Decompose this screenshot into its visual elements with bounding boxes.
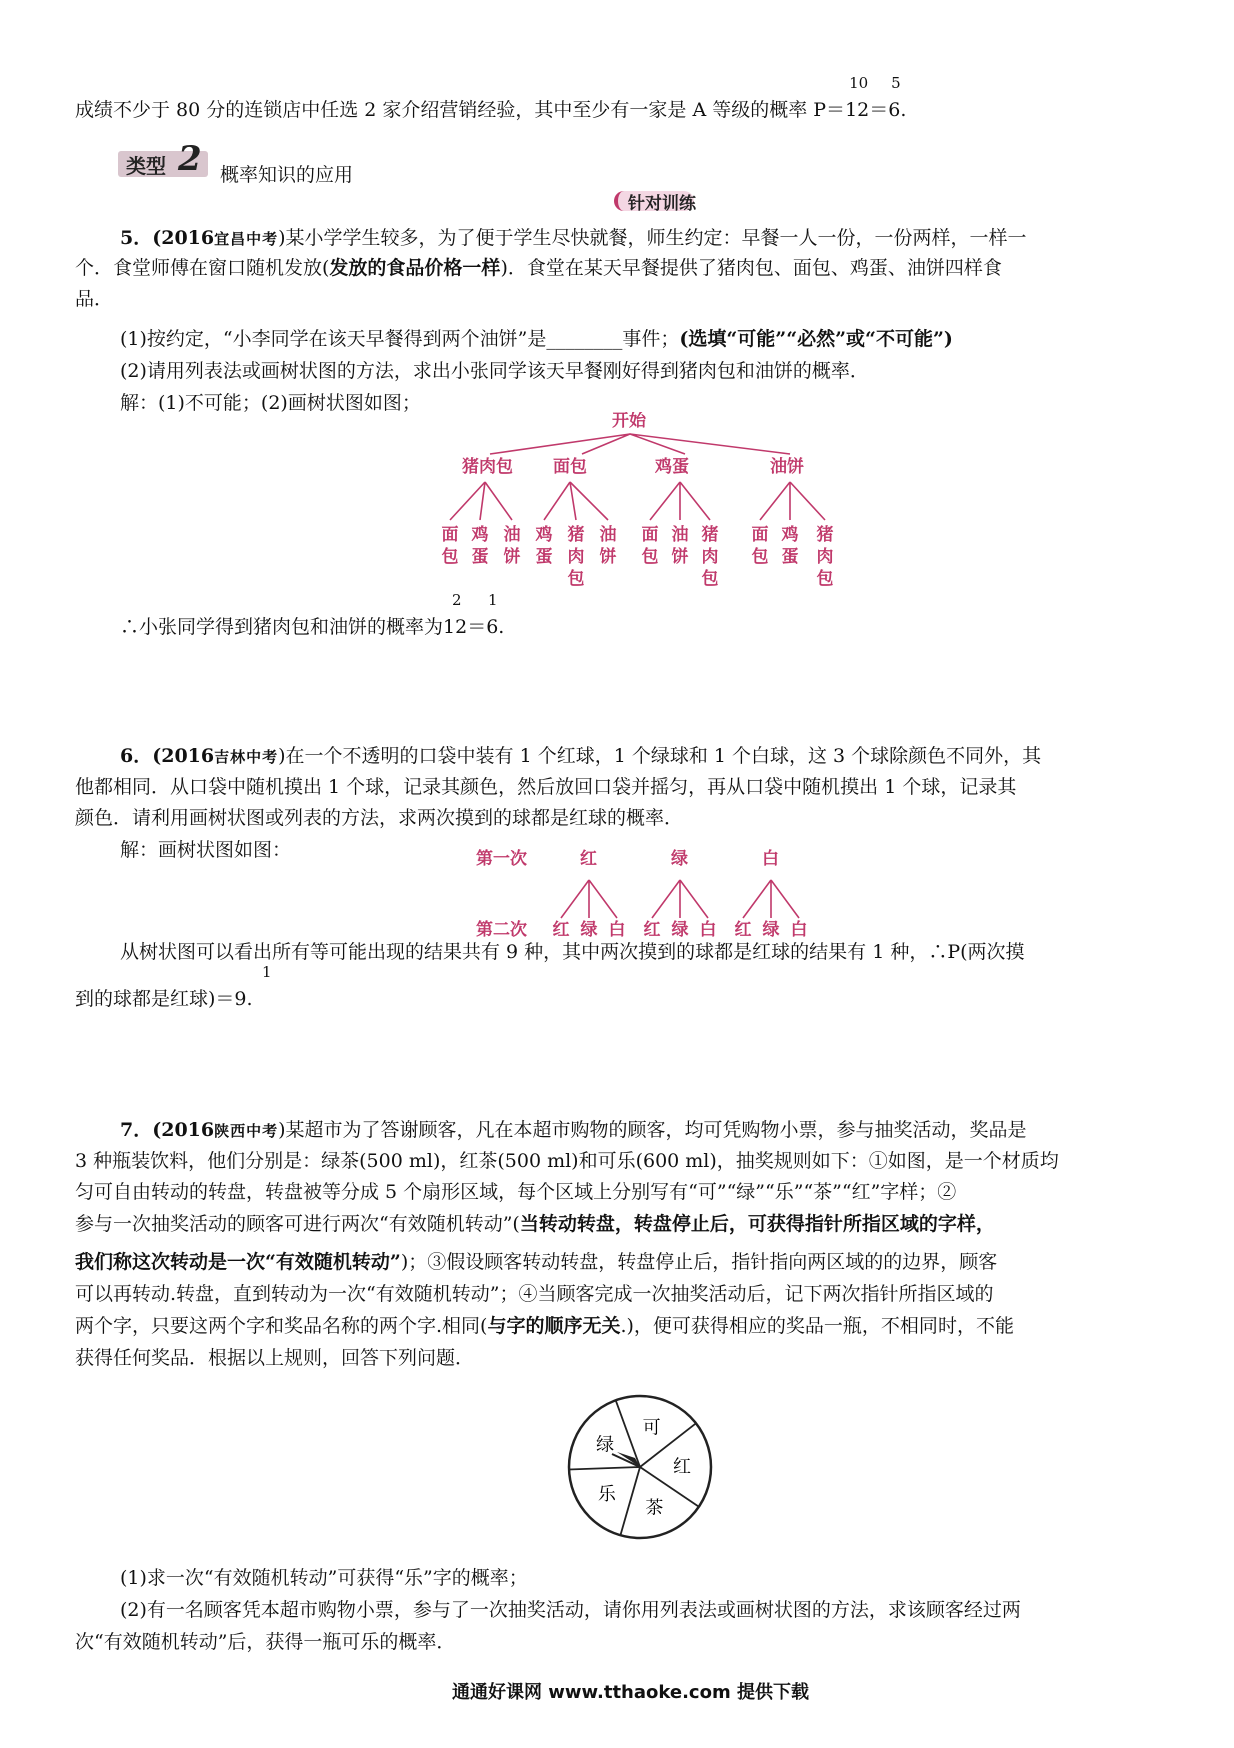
wheel-sector-label: 乐 [597, 1483, 616, 1505]
tree-node: 鸡蛋 [655, 457, 689, 477]
intro-line: 成绩不少于 80 分的连锁店中任选 2 家介绍营销经验，其中至少有一家是 A 等级的概率 P＝ 10 5 12＝6. [75, 96, 906, 124]
q5-part-2: (2)请用列表法或画树状图的方法，求出小张同学该天早餐刚好得到猪肉包和油饼的概率． [120, 360, 869, 382]
tree-label: 第二次 [476, 920, 527, 940]
sector-divider [620, 1467, 640, 1535]
tree-leaf: 红 [734, 920, 752, 940]
training-label: 针对训练 [628, 194, 696, 214]
tree-leaf: 红 [552, 920, 570, 940]
tree-leaf: 鸡蛋 [535, 525, 553, 567]
q6-conclusion-1: 从树状图可以看出所有等可能出现的结果共有 9 种，其中两次摸到的球都是红球的结果有 1 种，∴P(两次摸 [120, 941, 1025, 963]
tree-leaf: 绿 [580, 920, 598, 940]
q6-tree-diagram [468, 842, 828, 942]
fraction: 到的球都是红球)＝9. 1 [75, 963, 272, 1010]
q7-part-2a: (2)有一名顾客凭本超市购物小票，参与了一次抽奖活动，请你用列表法或画树状图的方法，求该顾客经过两 [120, 1599, 1021, 1621]
sector-divider [569, 1467, 640, 1469]
wheel-sector-label: 可 [642, 1417, 661, 1439]
q5-line-1: 5．(2016宜昌中考)某小学学生较多，为了便于学生尽快就餐，师生约定：早餐一人一份，一份两样，一样一 [120, 227, 1027, 249]
tree-leaf: 面包 [641, 525, 659, 567]
tree-node: 白 [762, 849, 779, 869]
q6-line-2: 他都相同．从口袋中随机摸出 1 个球，记录其颜色，然后放回口袋并摇匀，再从口袋中随机摸出 1 个球，记录其 [75, 776, 1017, 798]
q7-line-3: 匀可自由转动的转盘，转盘被等分成 5 个扇形区域，每个区域上分别写有“可”“绿”“乐”“茶”“红”字样；② [75, 1181, 957, 1203]
q7-line-4: 参与一次抽奖活动的顾客可进行两次“有效随机转动”(当转动转盘，转盘停止后，可获得指针所指区域的字样， [75, 1213, 995, 1235]
tree-branches [490, 434, 790, 454]
q5-tree-diagram [440, 412, 840, 592]
q7-line-7: 两个字，只要这两个字和奖品名称的两个字.相同(与字的顺序无关.)，便可获得相应的奖品一瓶，不相同时，不能 [75, 1315, 1014, 1337]
tree-leaf: 鸡蛋 [471, 525, 489, 567]
tree-leaf: 猪肉包 [816, 525, 834, 589]
fraction: 2 1 12＝6. [443, 591, 505, 638]
tree-leaf: 白 [790, 920, 808, 940]
tree-node: 绿 [671, 849, 688, 869]
tree-leaf: 白 [699, 920, 717, 940]
q5-conclusion: ∴小张同学得到猪肉包和油饼的概率为 2 1 12＝6. [120, 613, 504, 641]
type-number: 2 [178, 139, 202, 179]
q7-line-1: 7．(2016陕西中考)某超市为了答谢顾客，凡在本超市购物的顾客，均可凭购物小票，参与抽奖活动，奖品是 [120, 1119, 1027, 1141]
tree-leaf: 面包 [441, 525, 459, 567]
fraction: 10 5 12＝6. [845, 74, 907, 121]
q7-part-2b: 次“有效随机转动”后，获得一瓶可乐的概率． [75, 1631, 456, 1653]
tree-leaf: 红 [643, 920, 661, 940]
tree-leaf: 油饼 [503, 525, 521, 567]
tree-leaf: 绿 [671, 920, 689, 940]
q6-line-3: 颜色．请利用画树状图或列表的方法，求两次摸到的球都是红球的概率． [75, 807, 684, 829]
tree-branches [561, 880, 799, 918]
tree-branches [450, 482, 825, 520]
tree-leaf: 白 [608, 920, 626, 940]
q6-line-1: 6．(2016吉林中考)在一个不透明的口袋中装有 1 个红球，1 个绿球和 1 个白球，这 3 个球除颜色不同外，其 [120, 745, 1042, 767]
tree-node: 红 [580, 849, 597, 869]
type-title: 概率知识的应用 [220, 164, 354, 186]
wheel-sector-label: 茶 [645, 1497, 664, 1519]
tree-root: 开始 [612, 412, 646, 431]
tree-leaf: 绿 [762, 920, 780, 940]
q7-part-1: (1)求一次“有效随机转动”可获得“乐”字的概率； [120, 1567, 528, 1589]
tree-node: 面包 [553, 457, 587, 477]
q7-line-8: 获得任何奖品．根据以上规则，回答下列问题． [75, 1347, 475, 1369]
tree-leaf: 面包 [751, 525, 769, 567]
tree-leaf: 猪肉包 [701, 525, 719, 589]
tree-leaf: 油饼 [671, 525, 689, 567]
q7-line-2: 3 种瓶装饮料，他们分别是：绿茶(500 ml)，红茶(500 ml)和可乐(600 ml)，抽奖规则如下：①如图，是一个材质均 [75, 1150, 1059, 1172]
q5-part-1: (1)按约定，“小李同学在该天早餐得到两个油饼”是________事件；(选填“可能”“必然”或“不可能”) [120, 328, 953, 350]
q5-solution: 解：(1)不可能；(2)画树状图如图； [120, 392, 421, 414]
q5-line-2: 个．食堂师傅在窗口随机发放(发放的食品价格一样)．食堂在某天早餐提供了猪肉包、面包、鸡蛋、油饼四样食 [75, 257, 1002, 279]
wheel-sector-label: 绿 [596, 1434, 615, 1456]
tree-node: 猪肉包 [462, 457, 513, 477]
tree-leaf: 鸡蛋 [781, 525, 799, 567]
q7-line-6: 可以再转动.转盘，直到转动为一次“有效随机转动”；④当顾客完成一次抽奖活动后，记下两次指针所指区域的 [75, 1283, 994, 1305]
footer-source: 通通好课网 www.tthaoke.com 提供下载 [452, 1682, 809, 1703]
q6-solution: 解：画树状图如图： [120, 839, 292, 861]
wheel-sector-label: 红 [672, 1456, 691, 1478]
q5-line-3: 品． [75, 288, 114, 310]
q6-conclusion-2 [75, 963, 272, 1013]
tree-label: 第一次 [476, 849, 527, 869]
type-label: 类型 [126, 154, 166, 178]
spinner-wheel [565, 1392, 715, 1542]
tree-leaf: 猪肉包 [567, 525, 585, 589]
tree-leaf: 油饼 [599, 525, 617, 567]
q7-line-5: 我们称这次转动是一次“有效随机转动”)；③假设顾客转动转盘，转盘停止后，指针指向两区域的的边界，顾客 [75, 1251, 998, 1273]
tree-node: 油饼 [770, 457, 804, 477]
